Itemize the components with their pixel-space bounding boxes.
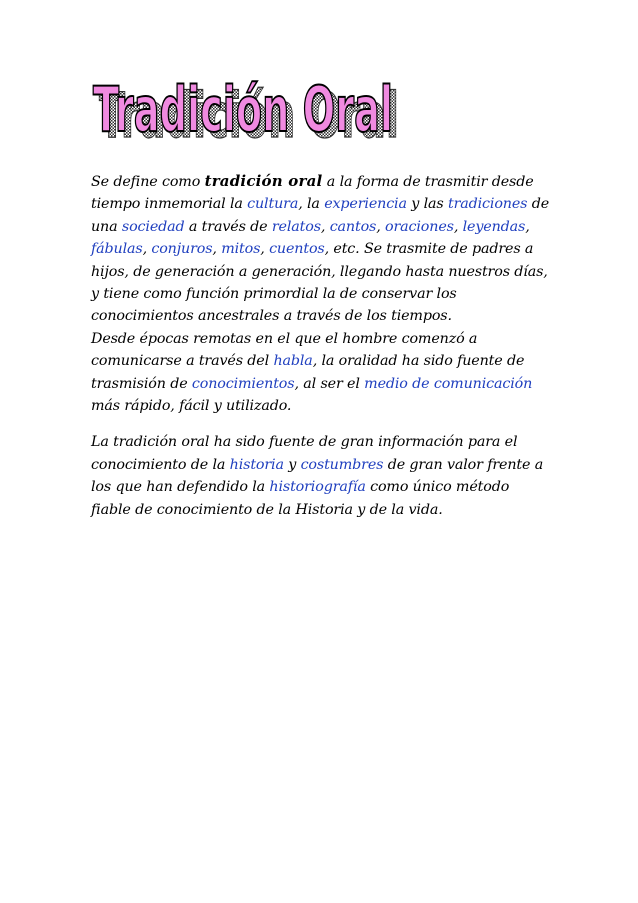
term-tradicion-oral: tradición oral [204,172,323,190]
text-run: , [260,241,270,258]
text-run: , [320,218,330,235]
text-run: y las [406,196,448,213]
body-text [91,170,551,521]
text-run: , [453,218,463,235]
wordart-title-svg [90,66,410,148]
text-run: , al ser el [294,375,365,392]
text-run: , [142,241,152,258]
text-run: de una [91,196,550,235]
link-oraciones[interactable]: oraciones [385,218,454,235]
text-run: , [376,218,386,235]
link-historiografia[interactable]: historiografía [269,479,366,496]
link-habla[interactable]: habla [273,353,313,370]
link-conocimientos[interactable]: conocimientos [191,375,295,392]
text-run: a la forma de trasmitir desde tiempo inmemorial la [91,174,534,213]
link-historia[interactable]: historia [229,456,284,473]
text-run: como único método fiable de conocimiento de la Historia y de la vida. [91,479,510,518]
link-cantos[interactable]: cantos [329,218,377,235]
text-run: , etc. Se trasmite de padres a hijos, de generación a generación, llegando hasta nuestros días, y tiene como función primordial la de conservar los conocimientos ancestrales a través de los tiempos. [91,241,548,325]
text-run: de gran valor frente a los que han defendido la [91,456,544,496]
paragraph-1 [91,170,551,417]
text-run: más rápido, fácil y utilizado. [91,398,292,415]
link-mitos[interactable]: mitos [221,241,261,258]
link-costumbres[interactable]: costumbres [300,456,384,473]
text-run: , [212,241,222,258]
link-fabulas[interactable]: fábulas [91,241,143,258]
text-run: , la oralidad ha sido fuente de trasmisión de [91,353,525,392]
link-relatos[interactable]: relatos [271,218,321,235]
link-cultura[interactable]: cultura [247,196,299,213]
text-run: Se define como [91,174,205,190]
link-medio-de-comunicacion[interactable]: medio de comunicación [364,375,533,392]
wordart-title-text: Tradición Oral [93,73,393,146]
paragraph-2 [91,431,551,521]
text-run: La tradición oral ha sido fuente de gran información para el conocimiento de la [91,434,518,473]
wordart-title [90,66,410,148]
text-run: Desde épocas remotas en el que el hombre comenzó a comunicarse a través del [91,330,478,370]
link-leyendas[interactable]: leyendas [462,218,526,235]
text-run: , [525,218,530,235]
text-run: y [283,456,301,473]
link-tradiciones[interactable]: tradiciones [447,196,528,213]
text-run: a través de [184,218,272,235]
link-sociedad[interactable]: sociedad [121,218,185,235]
link-experiencia[interactable]: experiencia [324,196,407,213]
link-conjuros[interactable]: conjuros [151,241,213,258]
text-run: , la [298,196,325,213]
link-cuentos[interactable]: cuentos [269,241,325,258]
wordart-title-shadow: Tradición Oral [99,79,399,148]
